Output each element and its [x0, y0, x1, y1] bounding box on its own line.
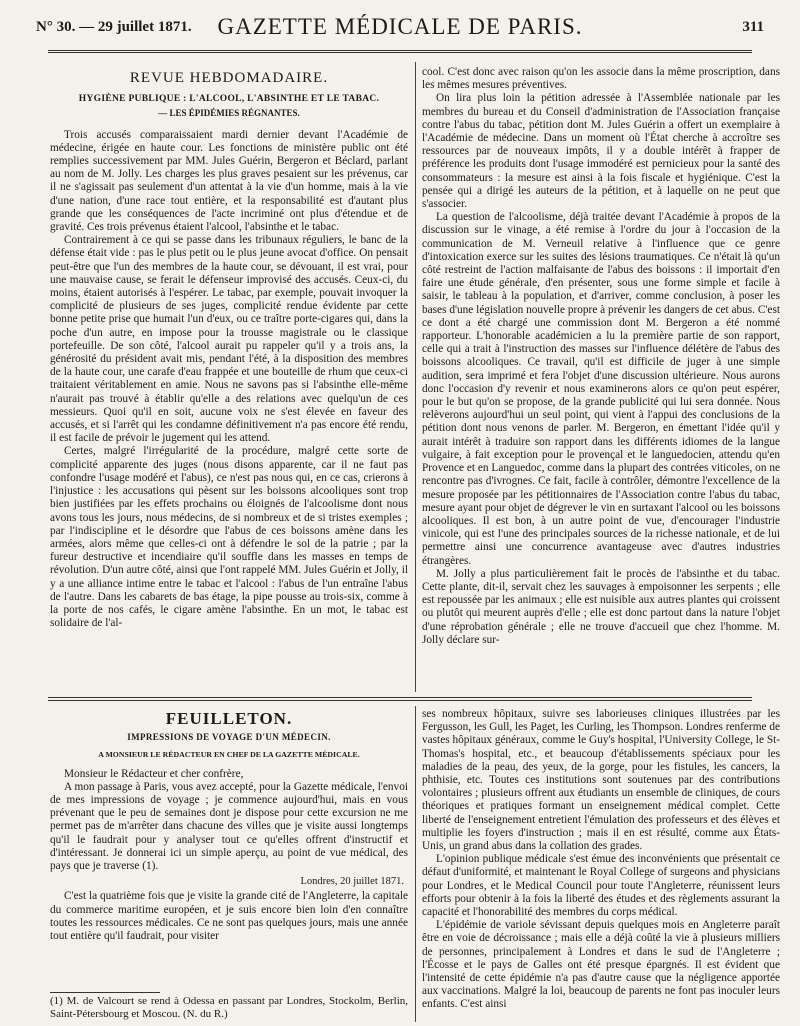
column-divider	[415, 706, 416, 1022]
paragraph: Contrairement à ce qui se passe dans les tribunaux réguliers, le banc de la défense était vide : pas le plus petit ou le plus jeune avocat d'office. On pensait peut-être que l'un des membres de la haute cour, se dévouant, il est vrai, pour une mauvaise cause, se ferait le défenseur improvisé des accusés. Ceux-ci, du moins, étaient autorisés à l'espérer. Le tabac, par exemple, pouvait invoquer la complicité de plusieurs de ses juges, complicité rendue évidente par cette bonne petite prise que humait l'un d'eux, ou ce traître porte-cigares qui, dans la poche d'un autre, en impose pour la trousse magistrale ou le classique portefeuille. De son côté, l'alcool aurait pu rappeler qu'il y a trois ans, la générosité du président avait mis, pendant l'été, à la disposition des membres de la haute cour, une carafe d'eau frappée et une bouteille de rhum que ceux-ci traitaient véritablement en amie. Nous ne savons pas si l'absinthe elle-même n'aurait pas trouvé à établir qu'elle a des relations avec quelqu'un de ces messieurs. Quoi qu'il en soit, aucune voix ne s'est élevée en faveur des accusés, et si l'arrêt qui les condamne définitivement n'a pas encore été rendu, il est facile de prévoir le jugement qui les attend.	[50, 234, 408, 445]
masthead	[36, 10, 764, 40]
paragraph: Certes, malgré l'irrégularité de la procédure, malgré cette sorte de complicité apparente des juges (nous disons apparente, car il ne faut pas confondre l'usage modéré et l'abus), ce n'est pas nous qui, en ce cas, crierons à l'injustice : les accusations qui pèsent sur les boissons alcooliques sont trop bien justifiées par les effets prochains ou éloignés de l'alcoolisme dont nous avons tous les jours, nous médecins, de si nombreux et de si tristes exemples ; par l'indiscipline et le désordre que l'abus de ces boissons amène dans les armées, alors même que celles-ci ont à défendre le sol de la patrie ; par la fureur destructive et incendiaire qu'il souffle dans les masses en temps de révolution. D'un autre côté, ainsi que l'ont rappelé MM. Jules Guérin et Jolly, il y a une alliance intime entre le tabac et l'alcool : l'abus de l'un entraîne l'abus de l'autre. Dans les cabarets de bas étage, la pipe pousse au trois-six, comme à la porte de nos cafés, le cigare amène l'absinthe. En un mot, le tabac est solidaire de l'al-	[50, 445, 408, 630]
revue-subtitle-2: — LES ÉPIDÉMIES RÉGNANTES.	[158, 108, 300, 119]
footnote	[50, 995, 408, 1021]
revue-left-column	[50, 70, 408, 630]
issue-number-date: N° 30. — 29 juillet 1871.	[36, 19, 192, 35]
paragraph: M. Jolly a plus particulièrement fait le procès de l'absinthe et du tabac. Cette plante, dit-il, servait chez les sauvages à empoisonner les serpents ; elle est repoussée par les animaux ; elle est nuisible aux autres plantes qui croissent ou plutôt qui meurent auprès d'elle ; elle est donc partout dans la nature l'objet d'une réprobation générale ; elle ne trouve d'accueil que chez l'homme. M. Jolly déclare sur-	[422, 567, 780, 646]
revue-subtitle: HYGIÈNE PUBLIQUE : L'ALCOOL, L'ABSINTHE ET LE TABAC.	[78, 94, 380, 105]
paragraph: On lira plus loin la pétition adressée à l'Assemblée nationale par les membres du bureau et du Conseil d'administration de l'Association française contre l'abus du tabac, pétition dont M. Jules Guérin a offert un exemplaire à l'Académie de médecine. Dans un moment où l'État cherche à accroître ses ressources par de nouveaux impôts, il y a double intérêt à frapper de préférence les produits dont l'usage immodéré est pernicieux pour la santé des consommateurs : la mesure est ainsi à la fois fiscale et hygiénique. C'est la pensée qui a dirigé les auteurs de la pétition, et à laquelle on ne peut que s'associer.	[422, 92, 780, 211]
paragraph: L'épidémie de variole sévissant depuis quelques mois en Angleterre paraît être en voie de décroissance ; mais elle a déjà coûté la vie à plusieurs milliers de personnes, principalement à Londres et dans le sud de l'Angleterre ; l'Écosse et le pays de Galles ont été presque épargnés. Il est évident que l'intensité de cette épidémie n'a pas d'autre cause que la négligence apportée aux vaccinations. Malgré la loi, beaucoup de parents ne font pas inoculer leurs enfants. C'est ainsi	[422, 919, 780, 1011]
paragraph: La question de l'alcoolisme, déjà traitée devant l'Académie à propos de la discussion sur le vinage, a été remise à l'ordre du jour à l'occasion de la communication de M. Verneuil relative à l'influence que ce genre d'intoxication exerce sur les suites des lésions traumatiques. Ce n'était là qu'un côté restreint de l'action malfaisante de l'abus des boissons : il importait d'en faire une étude générale, d'en présenter, sous une forme simple et facile à saisir, le tableau à la population, et d'arriver, comme conclusion, à poser les bases d'une législation nouvelle propre à prévenir les dangers de cet abus. C'est ce dont a été chargé une commission dont M. Bergeron a été nommé rapporteur. L'honorable académicien a lu la première partie de son rapport, celle qui a trait à l'instruction des masses sur l'influence délétère de l'abus des boissons alcooliques. Ce travail, qu'il est difficile de juger à une simple audition, sera imprimé et fera l'objet d'une discussion ultérieure. Nous aurons donc l'occasion d'y revenir et nous examinerons alors ce qu'on peut espérer, pour le but qu'on se propose, de la grande publicité qui lui sera donnée. Nous relèverons aujourd'hui un seul point, qui vient à l'appui des conclusions de la pétition dont nous venons de parler. M. Bergeron, en émettant l'idée qu'il y aurait intérêt à traduire son rapport dans les différents idiomes de la langue vulgaire, à fait exception pour le provençal et le languedocien, attendu qu'en Provence et en Languedoc, comme dans la plupart des contrées viticoles, on ne rencontre pas d'ivrognes. Ce fait, facile à contrôler, démontre l'excellence de la mesure proposée par les pétitionnaires de l'Association contre l'abus du tabac, mesure ayant pour objet de dégrever le vin en surtaxant l'alcool ou les boissons alcooliques. Il est bon, à un autre point de vue, d'encourager l'industrie vinicole, qui est l'une des principales sources de la richesse nationale, et de lui permettre ainsi une concurrence avantageuse avec d'autres industries étrangères.	[422, 211, 780, 567]
feuilleton-title: FEUILLETON.	[165, 709, 293, 728]
journal-title: GAZETTE MÉDICALE DE PARIS.	[217, 14, 583, 39]
dateline: Londres, 20 juillet 1871.	[300, 876, 404, 888]
revue-right-column	[422, 66, 780, 647]
paragraph: cool. C'est donc avec raison qu'on les associe dans la même proscription, dans les mêmes mesures préventives.	[422, 66, 780, 92]
column-divider	[415, 62, 416, 692]
feuilleton-subtitle: IMPRESSIONS DE VOYAGE D'UN MÉDECIN.	[127, 732, 331, 743]
footnote-text: (1) M. de Valcourt se rend à Odessa en passant par Londres, Stockolm, Berlin, Saint-Pétersbourg et Moscou. (N. du R.)	[50, 995, 408, 1020]
paragraph: C'est la quatrième fois que je visite la grande cité de l'Angleterre, la capitale du commerce maritime européen, et je suis encore bien loin d'en connaître toutes les ressources médicales. Ce ne sont pas quelques jours, mais une année tout entière qu'il faudrait, pour visiter	[50, 890, 408, 943]
paragraph: ses nombreux hôpitaux, suivre ses laborieuses cliniques illustrées par les Fergusson, les Gull, les Paget, les Curling, les Thompson. Londres renferme de vastes hôpitaux généraux, comme le Guy's hospital, l'University College, le St-Thomas's hospital, etc., et beaucoup d'établissements spéciaux pour les maladies de la peau, des yeux, de la gorge, pour les fistules, les cancers, la phthisie, etc. Toutes ces institutions sont soutenues par des contributions volontaires ; plusieurs offrent aux étudiants un ensemble de cliniques, de cours théoriques et pratiques formant un enseignement médical complet. Cette liberté de l'enseignement entretient l'émulation des professeurs et des élèves et multiplie les foyers d'instruction ; mais il en est résulté, comme aux États-Unis, un grand abus dans la collation des grades.	[422, 708, 780, 853]
feuilleton-right-column	[422, 708, 780, 1024]
feuilleton-rule	[48, 697, 752, 698]
feuilleton-left-column	[50, 706, 408, 988]
revue-title: REVUE HEBDOMADAIRE.	[129, 70, 329, 86]
feuilleton-dedication: A MONSIEUR LE RÉDACTEUR EN CHEF DE LA GAZETTE MÉDICALE.	[98, 750, 360, 760]
paragraph: Monsieur le Rédacteur et cher confrère,	[64, 767, 244, 780]
feuilleton-rule-2	[48, 700, 752, 701]
paragraph: Trois accusés comparaissaient mardi dernier devant l'Académie de médecine, érigée en haute cour. Les fonctions de ministère public ont été remplies successivement par MM. Jules Guérin, Bergeron et Béclard, parlant au nom de M. Jolly. Les charges les plus graves pesaient sur les prévenus, car il ne s'agissait pas seulement d'un attentat à la vie d'un homme, mais à la vie d'une nation, d'une race tout entière, et la responsabilité est d'autant plus grande que les conséquences de l'acte incriminé ont plus d'étendue et de gravité. Ces trois prévenus étaient l'alcool, l'absinthe et le tabac.	[50, 128, 408, 234]
paragraph: L'opinion publique médicale s'est émue des inconvénients que présentait ce défaut d'uniformité, et maintenant le Royal College of surgeons and physicians pour Londres, et le Medical Council pour toute l'Angleterre, réunissent leurs efforts pour obtenir à la fois la liberté des études et des règlements assurant la capacité et l'honorabilité des membres du corps médical.	[422, 853, 780, 919]
footnote-rule	[50, 992, 160, 993]
page-number: 311	[742, 19, 764, 35]
paragraph: A mon passage à Paris, vous avez accepté, pour la Gazette médicale, l'envoi de mes impressions de voyage ; je commence aujourd'hui, mais en vous prévenant que le peu de semaines dont je dispose pour cette excursion ne me permet pas de m'arrêter dans chacune des villes que je visite aussi longtemps qu'il le faudrait pour y analyser tout ce qu'elles offrent d'instructif et d'intéressant. Je donnerai ici un simple aperçu, au point de vue médical, des pays que je traverse (1).	[50, 780, 408, 873]
masthead-rule	[48, 50, 752, 53]
